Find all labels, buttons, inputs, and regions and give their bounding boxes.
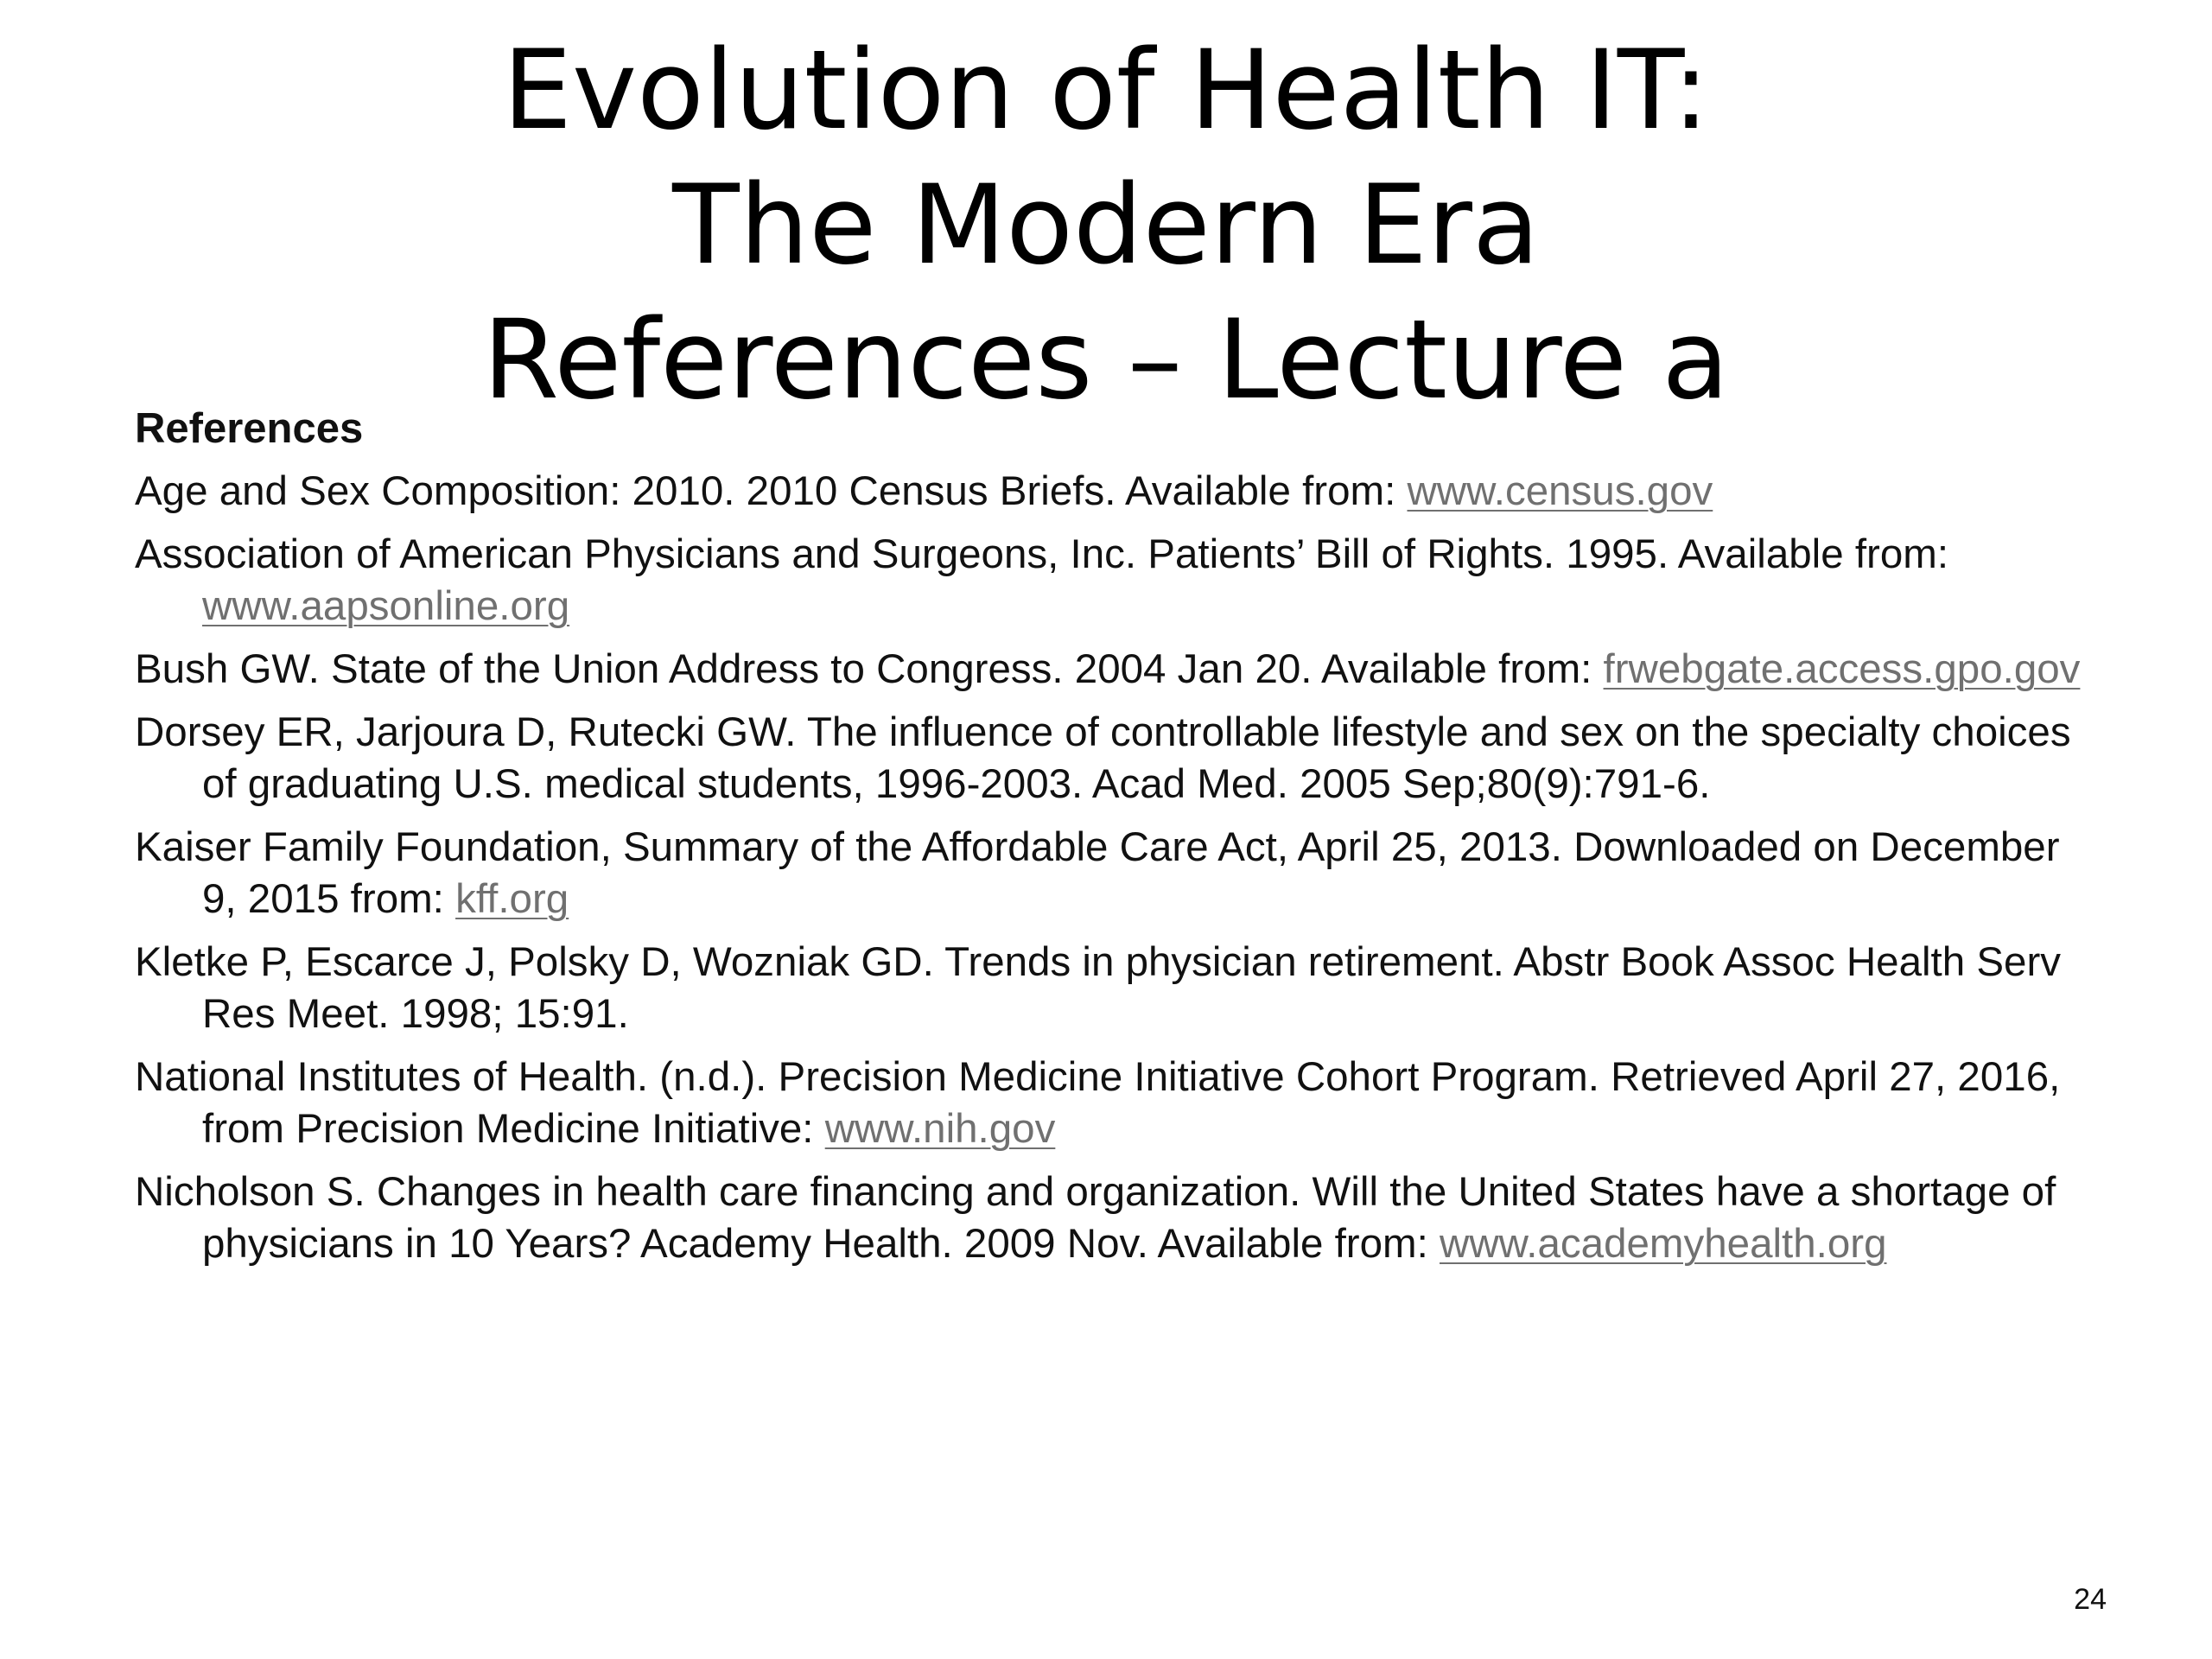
reference-link[interactable]: kff.org bbox=[455, 876, 569, 922]
page-number: 24 bbox=[2074, 1583, 2107, 1616]
reference-text: Kletke P, Escarce J, Polsky D, Wozniak GD. Trends in physician retirement. Abstr Book Assoc Health Serv Res Meet. 1998; 15:91. bbox=[135, 939, 2062, 1037]
references-section bbox=[135, 402, 2088, 1281]
reference-item bbox=[135, 937, 2088, 1040]
reference-item bbox=[135, 822, 2088, 925]
title-line-1: Evolution of Health IT: bbox=[502, 26, 1710, 154]
reference-text: Nicholson S. Changes in health care financing and organization. Will the United States have a shortage of physicians in 10 Years? Academy Health. 2009 Nov. Available from: bbox=[135, 1169, 2056, 1267]
reference-link[interactable]: frwebgate.access.gpo.gov bbox=[1603, 646, 2081, 692]
reference-item bbox=[135, 466, 2088, 518]
reference-text: Dorsey ER, Jarjoura D, Rutecki GW. The influence of controllable lifestyle and sex on the specialty choices of graduating U.S. medical students, 1996-2003. Acad Med. 2005 Sep;80(9):791-6. bbox=[135, 709, 2071, 807]
reference-item bbox=[135, 707, 2088, 810]
title-line-3: References – Lecture a bbox=[482, 296, 1730, 423]
reference-item bbox=[135, 1166, 2088, 1270]
references-heading: References bbox=[135, 405, 364, 452]
reference-item bbox=[135, 644, 2088, 696]
slide-title bbox=[173, 22, 2039, 427]
reference-item bbox=[135, 529, 2088, 632]
reference-text: Bush GW. State of the Union Address to Congress. 2004 Jan 20. Available from: bbox=[135, 646, 1604, 692]
reference-text: Age and Sex Composition: 2010. 2010 Census Briefs. Available from: bbox=[135, 468, 1408, 514]
reference-item bbox=[135, 1052, 2088, 1155]
reference-link[interactable]: www.academyhealth.org bbox=[1440, 1221, 1887, 1267]
reference-text: National Institutes of Health. (n.d.). Precision Medicine Initiative Cohort Program. Retrieved April 27, 2016, from Precision Medicine Initiative: bbox=[135, 1054, 2061, 1152]
title-line-2: The Modern Era bbox=[672, 161, 1540, 289]
reference-link[interactable]: www.census.gov bbox=[1407, 468, 1713, 514]
reference-link[interactable]: www.aapsonline.org bbox=[202, 583, 570, 629]
reference-link[interactable]: www.nih.gov bbox=[824, 1106, 1056, 1152]
reference-text: Kaiser Family Foundation, Summary of the Affordable Care Act, April 25, 2013. Downloaded on December 9, 2015 from: bbox=[135, 824, 2060, 922]
reference-text: Association of American Physicians and Surgeons, Inc. Patients’ Bill of Rights. 1995. Available from: bbox=[135, 531, 1949, 577]
